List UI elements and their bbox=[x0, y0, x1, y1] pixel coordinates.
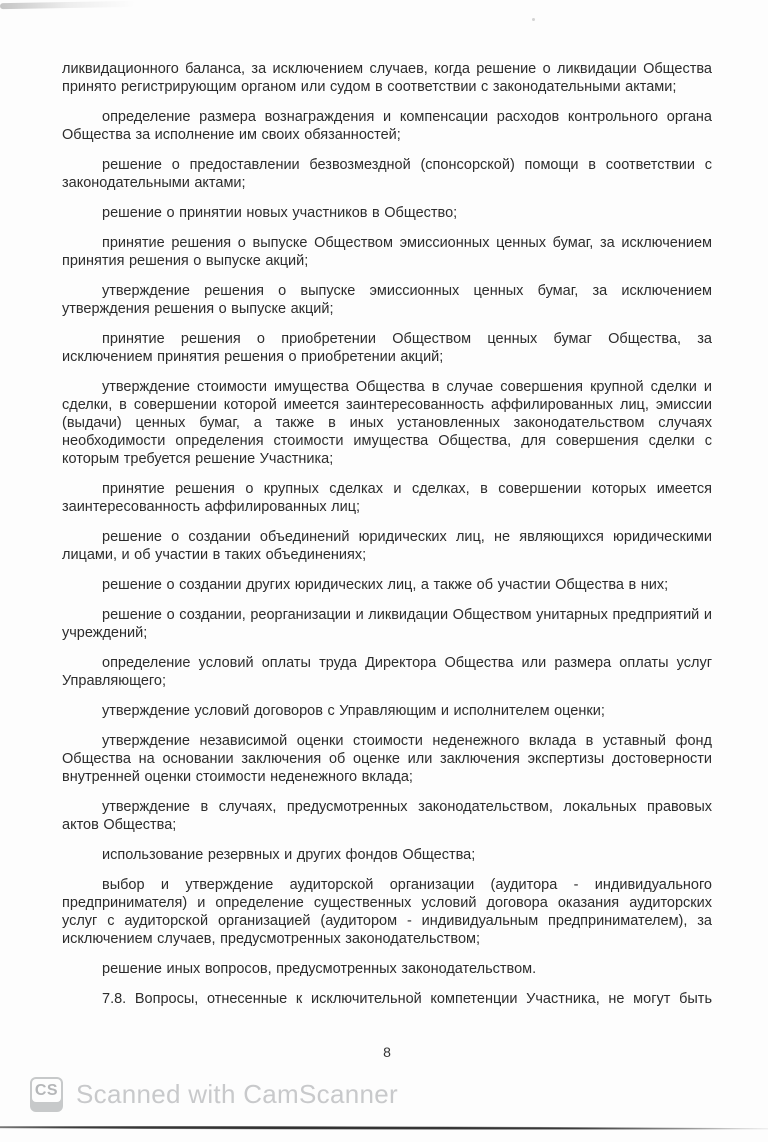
scan-artifact-smudge bbox=[0, 1, 135, 9]
paragraph: принятие решения о выпуске Обществом эмиссионных ценных бумаг, за исключением принятия решения о выпуске акций; bbox=[62, 235, 712, 269]
scan-bottom-edge-line bbox=[0, 1125, 768, 1131]
paragraph: утверждение независимой оценки стоимости неденежного вклада в уставный фонд Общества на основании заключения об оценке или заключения экспертизы достоверности внутренней оценки стоимости неденежного вклада; bbox=[62, 733, 712, 785]
paragraph: решение о создании объединений юридических лиц, не являющихся юридическими лицами, и об участии в таких объединениях; bbox=[62, 529, 712, 563]
paragraph: решение о предоставлении безвозмездной (спонсорской) помощи в соответствии с законодательными актами; bbox=[62, 157, 712, 191]
paragraph: принятие решения о крупных сделках и сделках, в совершении которых имеется заинтересованность аффилированных лиц; bbox=[62, 481, 712, 515]
document-text-block bbox=[62, 60, 712, 1020]
cs-badge-letters: CS bbox=[32, 1079, 61, 1102]
paragraph: утверждение в случаях, предусмотренных законодательством, локальных правовых актов Общества; bbox=[62, 799, 712, 833]
paragraph: решение о создании других юридических лиц, а также об участии Общества в них; bbox=[102, 577, 669, 593]
paragraph: решение о принятии новых участников в Общество; bbox=[102, 205, 458, 221]
camscanner-logo-icon bbox=[30, 1077, 63, 1112]
camscanner-watermark bbox=[30, 1077, 398, 1112]
paragraph: утверждение решения о выпуске эмиссионных ценных бумаг, за исключением утверждения решения о выпуске акций; bbox=[62, 283, 712, 317]
paragraph: решение иных вопросов, предусмотренных законодательством. bbox=[102, 961, 537, 977]
paragraph: утверждение условий договоров с Управляющим и исполнителем оценки; bbox=[102, 703, 605, 719]
paragraph: принятие решения о приобретении Обществом ценных бумаг Общества, за исключением принятия решения о приобретении акций; bbox=[62, 331, 712, 365]
scan-artifact-speck bbox=[532, 18, 535, 21]
paragraph: определение условий оплаты труда Директора Общества или размера оплаты услуг Управляющего; bbox=[62, 655, 712, 689]
paragraph-section-7-8: 7.8. Вопросы, отнесенные к исключительной компетенции Участника, не могут быть bbox=[102, 991, 712, 1007]
paragraph: ликвидационного баланса, за исключением случаев, когда решение о ликвидации Общества принято регистрирующим органом или судом в соответствии с законодательными актами; bbox=[62, 61, 712, 95]
paragraph: выбор и утверждение аудиторской организации (аудитора - индивидуального предпринимателя) и определение существенных условий договора оказания аудиторских услуг с аудиторской организацией (аудитором - индивидуальным предпринимателем), за исключением случаев, предусмотренных законодательством; bbox=[62, 877, 712, 947]
paragraph: определение размера вознаграждения и компенсации расходов контрольного органа Общества за исполнение им своих обязанностей; bbox=[62, 109, 712, 143]
camscanner-watermark-text: Scanned with CamScanner bbox=[76, 1079, 398, 1109]
paragraph: утверждение стоимости имущества Общества в случае совершения крупной сделки и сделки, в совершении которой имеется заинтересованность аффилированных лиц, эмиссии (выдачи) ценных бумаг, а также в иных установленных законодательством случаях необходимости определения стоимости имущества Общества, для совершения сделки с которым требуется решение Участника; bbox=[62, 379, 712, 467]
paragraph: использование резервных и других фондов Общества; bbox=[102, 847, 476, 863]
page-number: 8 bbox=[383, 1044, 391, 1060]
paragraph: решение о создании, реорганизации и ликвидации Обществом унитарных предприятий и учреждений; bbox=[62, 607, 712, 641]
